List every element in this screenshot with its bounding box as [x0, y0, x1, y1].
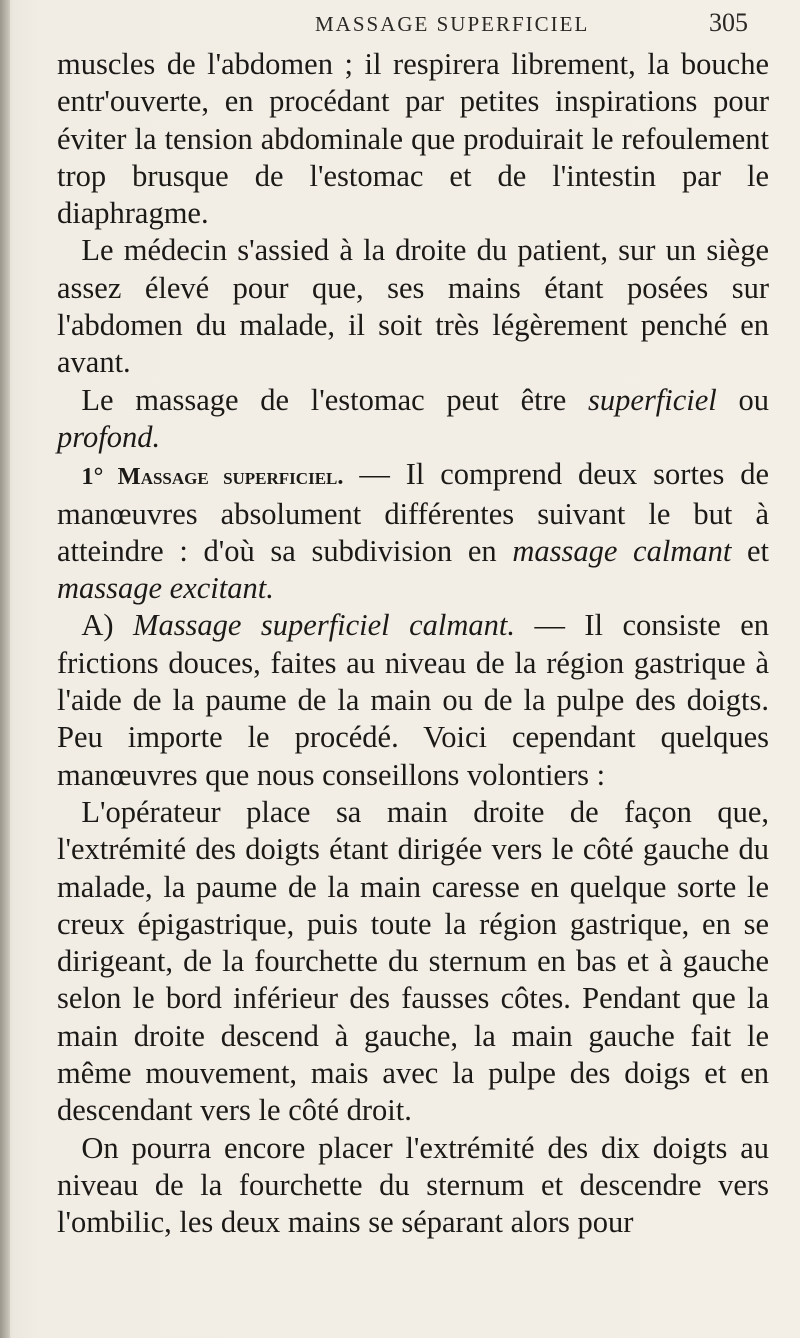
book-spine-shadow	[0, 0, 10, 1338]
page-header	[60, 8, 760, 42]
paragraph-5: L'opérateur place sa main droite de façon que, l'extrémité des doigts étant dirigée vers le côté gauche du malade, la paume de la main caresse en quelque sorte le creux épigastrique, puis toute la région gastrique, en se dirigeant, de la fourchette du sternum en bas et à gauche selon le bord inférieur des fausses côtes. Pendant que la main droite descend à gauche, la main gauche fait le même mouvement, mais avec la pulpe des doigs et en descendant vers le côté droit.	[57, 794, 769, 1128]
section-1-paragraph: 1° Massage superficiel. — Il comprend deux sortes de manœuvres absolument différentes suivant le but à atteindre : d'où sa subdivision en massage calmant et massage excitant.	[57, 457, 769, 606]
term-profond: profond.	[57, 419, 161, 454]
paragraph-1: muscles de l'abdomen ; il respirera librement, la bouche entr'ouverte, en procédant par petites inspirations pour éviter la tension abdominale que produirait le refoulement trop brusque de l'estomac et de l'intestin par le diaphragme.	[57, 47, 769, 231]
term-massage-excitant: massage excitant.	[57, 571, 274, 606]
subsection-label: A)	[81, 608, 134, 643]
paragraph-3: Le massage de l'estomac peut être superficiel ou profond.	[57, 382, 769, 454]
subsection-heading: Massage superficiel calmant.	[133, 608, 515, 643]
section-heading: 1° Massage superficiel.	[81, 463, 344, 491]
page-number: 305	[709, 8, 748, 37]
running-title: MASSAGE SUPERFICIEL	[315, 12, 590, 36]
paragraph-2: Le médecin s'assied à la droite du patient, sur un siège assez élevé pour que, ses mains étant posées sur l'abdomen du malade, il soit très légèrement penché en avant.	[57, 233, 769, 380]
term-superficiel: superficiel	[588, 382, 717, 417]
body-text	[57, 46, 769, 1242]
subsection-a-paragraph: A) Massage superficiel calmant. — Il consiste en frictions douces, faites au niveau de la région gastrique à l'aide de la paume de la main ou de la pulpe des doigts. Peu importe le procédé. Voici cependant quelques manœuvres que nous conseillons volontiers :	[57, 608, 769, 792]
term-massage-calmant: massage calmant	[512, 533, 732, 568]
paragraph-6: On pourra encore placer l'extrémité des dix doigts au niveau de la fourchette du sternum et descendre vers l'ombilic, les deux mains se séparant alors pour	[57, 1130, 769, 1240]
